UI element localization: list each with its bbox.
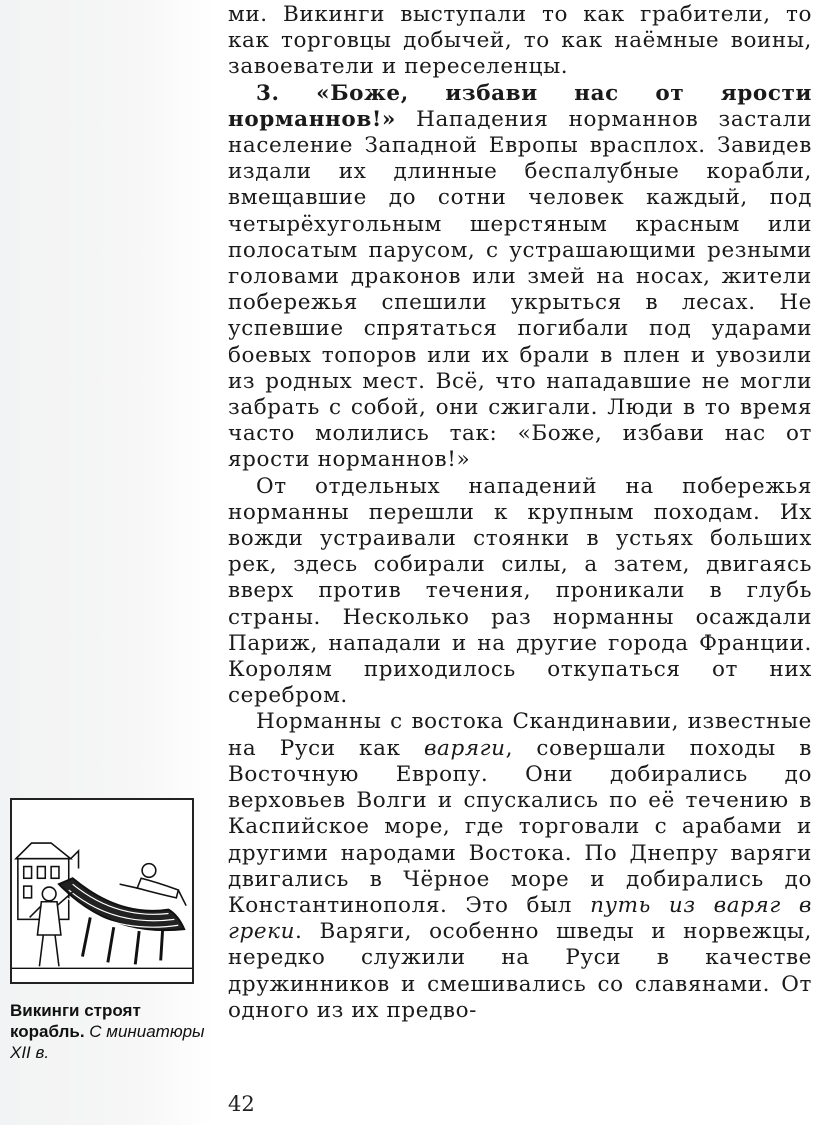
body-text [228, 2, 812, 1024]
ship-building-illustration [10, 798, 194, 984]
page-number: 42 [228, 1092, 255, 1116]
text-segment: ми. Викинги выступали то как грабители, то как торговцы добычей, то как наёмные воины, завоеватели и переселенцы. [228, 2, 812, 80]
caption-source: С миниатюры XII в. [10, 1022, 205, 1062]
paragraph-campaigns [228, 474, 812, 710]
term-italic: путь из варяг в греки [228, 892, 812, 945]
text-segment: От отдельных нападений на побережья норманны перешли к крупным походам. Их вожди устраивали стоянки в устьях больших рек, здесь собирали силы, а затем, двигаясь вверх против течения, проникали в глубь страны. Несколько раз норманны осаждали Париж, нападали и на другие города Франции. Королям приходилось откупаться от них серебром. [228, 473, 812, 709]
caption-title: Викинги строят корабль. [10, 1001, 141, 1041]
figure-caption [10, 1000, 210, 1063]
vikings-building-ship-drawing [12, 800, 192, 982]
paragraph-continuation [228, 2, 812, 81]
text-segment: Нападения норманнов застали население Западной Европы врасплох. Завидев издали их длинные беспалубные корабли, вмещавшие до сотни человек каждый, под четырёхугольным шерстяным красным или полосатым парусом, с устрашающими резными головами драконов или змей на носах, жители побережья спешили укрыться в лесах. Не успевшие спрятаться погибали под ударами боевых топоров или их брали в плен и увозили из родных мест. Всё, что нападавшие не могли забрать с собой, они сжигали. Люди в то время часто молились так: «Боже, избави нас от ярости норманнов!» [228, 106, 812, 473]
text-segment: Норманны с востока Скандинавии, известные на Руси как [228, 709, 812, 761]
text-segment: , совершали походы в Восточную Европу. Они добирались до верховьев Волги и спускались по её течению в Каспийское море, где торговали с арабами и другими народами Востока. По Днепру варяги двигались в Чёрное море и добирались до Константинополя. Это был [228, 735, 812, 918]
section-heading: 3. «Боже, избави нас от ярости норманнов!» [228, 80, 812, 132]
term-italic: варяги [423, 735, 506, 761]
paragraph-varangians [228, 709, 812, 1023]
text-segment: . Варяги, особенно шведы и норвежцы, нередко служили на Руси в качестве дружинников и смешивались со славянами. От одного из их предво- [228, 919, 812, 1023]
paragraph-section-3 [228, 81, 812, 474]
